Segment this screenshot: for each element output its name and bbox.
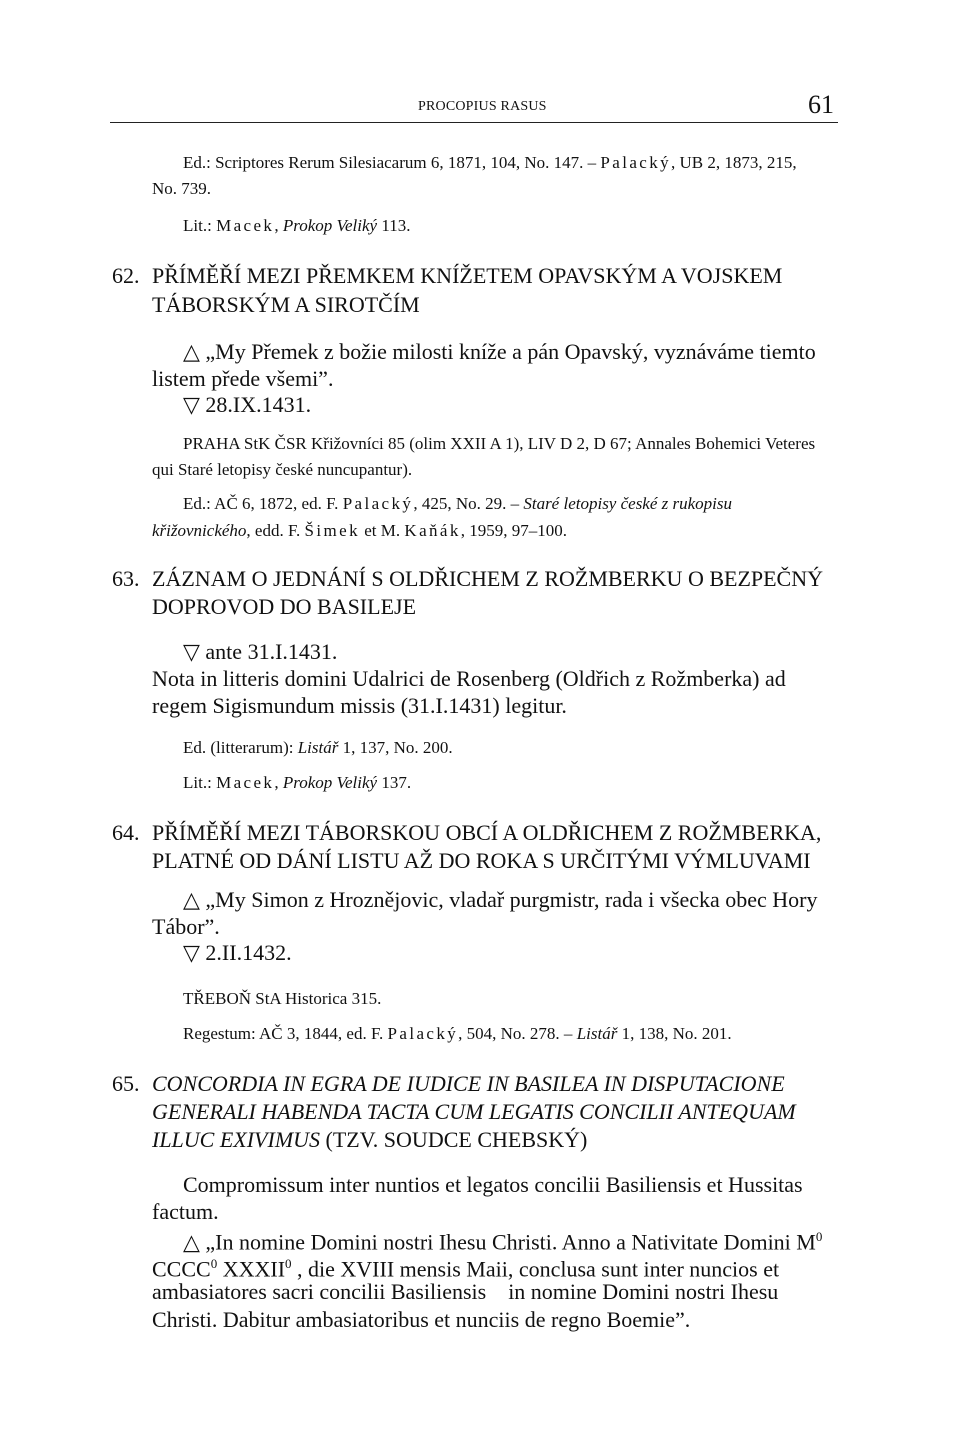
entry-63-ed-line (183, 735, 453, 761)
ed-work: Staré letopisy české z rukopisu (523, 494, 733, 513)
entry-63-title-line-2: DOPROVOD DO BASILEJE (152, 594, 417, 619)
entry-63-title-line-1: ZÁZNAM O JEDNÁNÍ S OLDŘICHEM Z ROŽMBERKU O BEZPEČNÝ (152, 566, 823, 591)
prev-ed-line-2: No. 739. (152, 179, 212, 198)
title-roman-part: (TZV. SOUDCE CHEBSKÝ) (320, 1127, 588, 1152)
ed-text: Ed.: AČ 6, 1872, ed. F. (183, 494, 343, 513)
regest-work: Listář (576, 1024, 618, 1043)
lit-sep: , (274, 773, 283, 792)
entry-64-date (183, 938, 292, 968)
ed-text: , edd. F. (246, 521, 305, 540)
ed-work: křižovnického (152, 521, 247, 540)
date-text: ante 31.I.1431. (205, 639, 338, 664)
ed-author: Šimek (304, 521, 360, 540)
incipit-triangle-icon: △ (183, 887, 200, 912)
lit-author: Macek (216, 773, 275, 792)
entry-62-title-line-1: PŘÍMĚŘÍ MEZI PŘEMKEM KNÍŽETEM OPAVSKÝM A VOJSKEM (152, 263, 783, 288)
ed-text: , 1959, 97–100. (460, 521, 568, 540)
date-triangle-icon: ▽ (183, 639, 200, 664)
incipit-text: XXXII (217, 1256, 286, 1282)
date-text: 2.II.1432. (205, 940, 292, 965)
entry-65-body-line-2: factum. (152, 1199, 219, 1224)
incipit-text: „My Přemek z božie milosti kníže a pán Opavský, vyznáváme tiemto (205, 339, 816, 364)
entry-64-number: 64. (112, 820, 140, 845)
lit-work: Prokop Veliký (282, 773, 378, 792)
entry-64-title-line-1: PŘÍMĚŘÍ MEZI TÁBORSKOU OBCÍ A OLDŘICHEM Z ROŽMBERKA, (152, 820, 822, 845)
entry-62-ed-line-1 (183, 491, 732, 517)
entry-64-regest-line (183, 1021, 732, 1047)
entry-64-archive: TŘEBOŇ StA Historica 315. (183, 989, 382, 1008)
entry-64-title-line-2: PLATNÉ OD DÁNÍ LISTU AŽ DO ROKA S URČITÝMI VÝMLUVAMI (152, 848, 811, 873)
regest-text: , 504, No. 278. – (458, 1024, 577, 1043)
entry-63-lit-line (183, 770, 411, 796)
entry-65-title-line-2: GENERALI HABENDA TACTA CUM LEGATIS CONCILII ANTEQUAM (152, 1099, 796, 1124)
entry-62-ed-line-2 (152, 518, 567, 544)
prev-lit-pre: Lit.: (183, 216, 217, 235)
prev-lit-author: Macek (216, 216, 275, 235)
prev-lit-sep: , (274, 216, 283, 235)
regest-author: Palacký (387, 1024, 459, 1043)
ed-text: Ed. (litterarum): (183, 738, 298, 757)
entry-65-incipit-line-4: Christi. Dabitur ambasiatoribus et nunciis de regno Boemie”. (152, 1307, 691, 1332)
entry-62-number: 62. (112, 263, 140, 288)
prev-lit-line (183, 213, 410, 239)
lit-pre: Lit.: (183, 773, 217, 792)
entry-62-incipit-line-1 (183, 337, 816, 367)
entry-64-incipit-line-1 (183, 885, 818, 915)
prev-lit-work: Prokop Veliký (282, 216, 378, 235)
prev-ed-text: Ed.: Scriptores Rerum Silesiacarum 6, 1871, 104, No. 147. – (183, 153, 601, 172)
prev-ed-author: Palacký (600, 153, 672, 172)
entry-62-title-line-2: TÁBORSKÝM A SIROTČÍM (152, 292, 420, 317)
lit-post: 137. (377, 773, 412, 792)
ed-text: 1, 137, No. 200. (338, 738, 453, 757)
superscript: 0 (815, 1229, 823, 1244)
ed-author: Palacký (342, 494, 414, 513)
title-italic-part: ILLUC EXIVIMUS (152, 1127, 321, 1152)
entry-65-incipit-line-3: ambasiatores sacri concilii Basiliensis in nomine Domini nostri Ihesu (152, 1279, 779, 1304)
date-triangle-icon: ▽ (183, 392, 200, 417)
superscript: 0 (210, 1256, 218, 1271)
incipit-text: , die XVIII mensis Maii, conclusa sunt inter nuncios et (291, 1256, 780, 1282)
entry-63-body-line-2: regem Sigismundum missis (31.I.1431) legitur. (152, 693, 567, 718)
regest-text: 1, 138, No. 201. (617, 1024, 732, 1043)
ed-text: , 425, No. 29. – (413, 494, 524, 513)
prev-lit-post: 113. (377, 216, 411, 235)
prev-ed-line-1 (183, 150, 797, 176)
ed-author: Kaňák (404, 521, 461, 540)
date-triangle-icon: ▽ (183, 940, 200, 965)
incipit-text: „My Simon z Hroznějovic, vladař purgmistr, rada i všecka obec Hory (205, 887, 818, 912)
entry-63-date (183, 637, 337, 667)
entry-65-number: 65. (112, 1071, 140, 1096)
entry-65-body-line-1: Compromissum inter nuntios et legatos concilii Basiliensis et Hussitas (183, 1172, 803, 1197)
date-text: 28.IX.1431. (205, 392, 312, 417)
running-title: PROCOPIUS RASUS (418, 99, 547, 114)
incipit-triangle-icon: △ (183, 339, 200, 364)
page-number: 61 (808, 90, 834, 119)
incipit-text: CCCC (152, 1256, 211, 1282)
ed-text: et M. (360, 521, 405, 540)
ed-work: Listář (297, 738, 339, 757)
entry-64-incipit-line-2: Tábor”. (152, 914, 220, 939)
entry-65-title-line-3 (152, 1125, 587, 1155)
entry-63-number: 63. (112, 566, 140, 591)
entry-65-title-line-1: CONCORDIA IN EGRA DE IUDICE IN BASILEA IN DISPUTACIONE (152, 1071, 785, 1096)
entry-62-archive-line-2: qui Staré letopisy české nuncupantur). (152, 460, 413, 479)
header-rule (110, 122, 838, 123)
entry-63-body-line-1: Nota in litteris domini Udalrici de Rosenberg (Oldřich z Rožmberka) ad (152, 666, 786, 691)
superscript: 0 (285, 1256, 292, 1271)
regest-text: Regestum: AČ 3, 1844, ed. F. (183, 1024, 388, 1043)
incipit-triangle-icon: △ (183, 1229, 200, 1255)
entry-62-date (183, 390, 311, 420)
entry-62-archive-line-1: PRAHA StK ČSR Křižovníci 85 (olim XXII A 1), LIV D 2, D 67; Annales Bohemici Veteres (183, 434, 816, 453)
entry-62-incipit-line-2: listem přede všemi”. (152, 366, 334, 391)
incipit-text: „In nomine Domini nostri Ihesu Christi. Anno a Nativitate Domini M (205, 1229, 816, 1255)
prev-ed-post: , UB 2, 1873, 215, (671, 153, 797, 172)
